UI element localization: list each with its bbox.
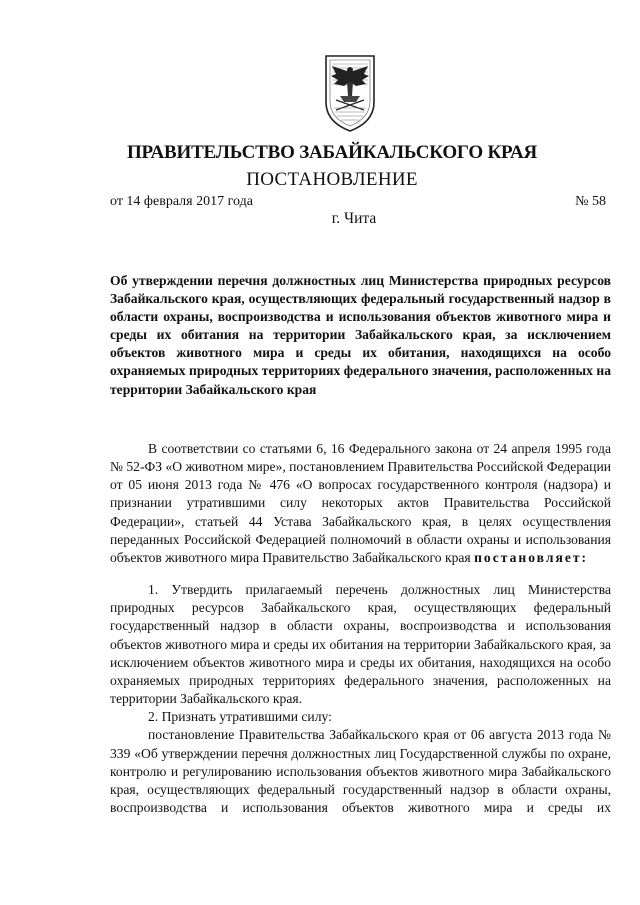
preamble-paragraph — [110, 440, 611, 567]
item-1-paragraph: 1. Утвердить прилагаемый перечень должностных лиц Министерства природных ресурсов Забайкальского края, осуществляющих федеральный государственный надзор в области охраны, воспроизводства и использования объектов животного мира и среды их обитания на территории Забайкальского края, за исключением объектов животного мира и среды их обитания, находящихся на особо охраняемых природных территориях федерального значения, расположенных на территории Забайкальского края. — [110, 582, 611, 707]
document-number: № 58 — [575, 194, 606, 209]
document-subject: Об утверждении перечня должностных лиц Министерства природных ресурсов Забайкальского края, осуществляющих федеральный государственный надзор в области охраны, воспроизводства и использования объектов животного мира и среды их обитания на территории Забайкальского края, за исключением объектов животного мира и среды их обитания, находящихся на особо охраняемых природных территориях федерального значения, расположенных на территории Забайкальского края — [110, 273, 611, 397]
item-2-paragraph: 2. Признать утратившими силу: — [148, 709, 332, 725]
item-2-text-paragraph: постановление Правительства Забайкальского края от 06 августа 2013 года № 339 «Об утверждении перечня должностных лиц Государственной службы по охране, контролю и регулированию использования объектов животного мира Забайкальского края, осуществляющих федеральный государственный надзор в области охраны, воспроизводства и использования объектов животного мира и среды их — [110, 727, 611, 815]
coat-of-arms-emblem — [322, 52, 378, 134]
preamble-text: В соответствии со статьями 6, 16 Федерального закона от 24 апреля 1995 года № 52-ФЗ «О животном мире», постановлением Правительства Российской Федерации от 05 июня 2013 года № 476 «О вопросах государственного контроля (надзора) и признании утратившими силу некоторых актов Правительства Российской Федерации», статьей 44 Устава Забайкальского края, в целях осуществления переданных Российской Федерацией полномочий в области охраны и использования объектов животного мира Правительство Забайкальского края — [110, 441, 611, 565]
government-title: ПРАВИТЕЛЬСТВО ЗАБАЙКАЛЬСКОГО КРАЯ — [126, 142, 538, 163]
document-date: от 14 февраля 2017 года — [110, 194, 253, 209]
document-type: ПОСТАНОВЛЕНИЕ — [246, 169, 418, 190]
decree-word: постановляет: — [474, 549, 589, 565]
document-body — [110, 440, 611, 817]
document-city: г. Чита — [331, 210, 377, 227]
